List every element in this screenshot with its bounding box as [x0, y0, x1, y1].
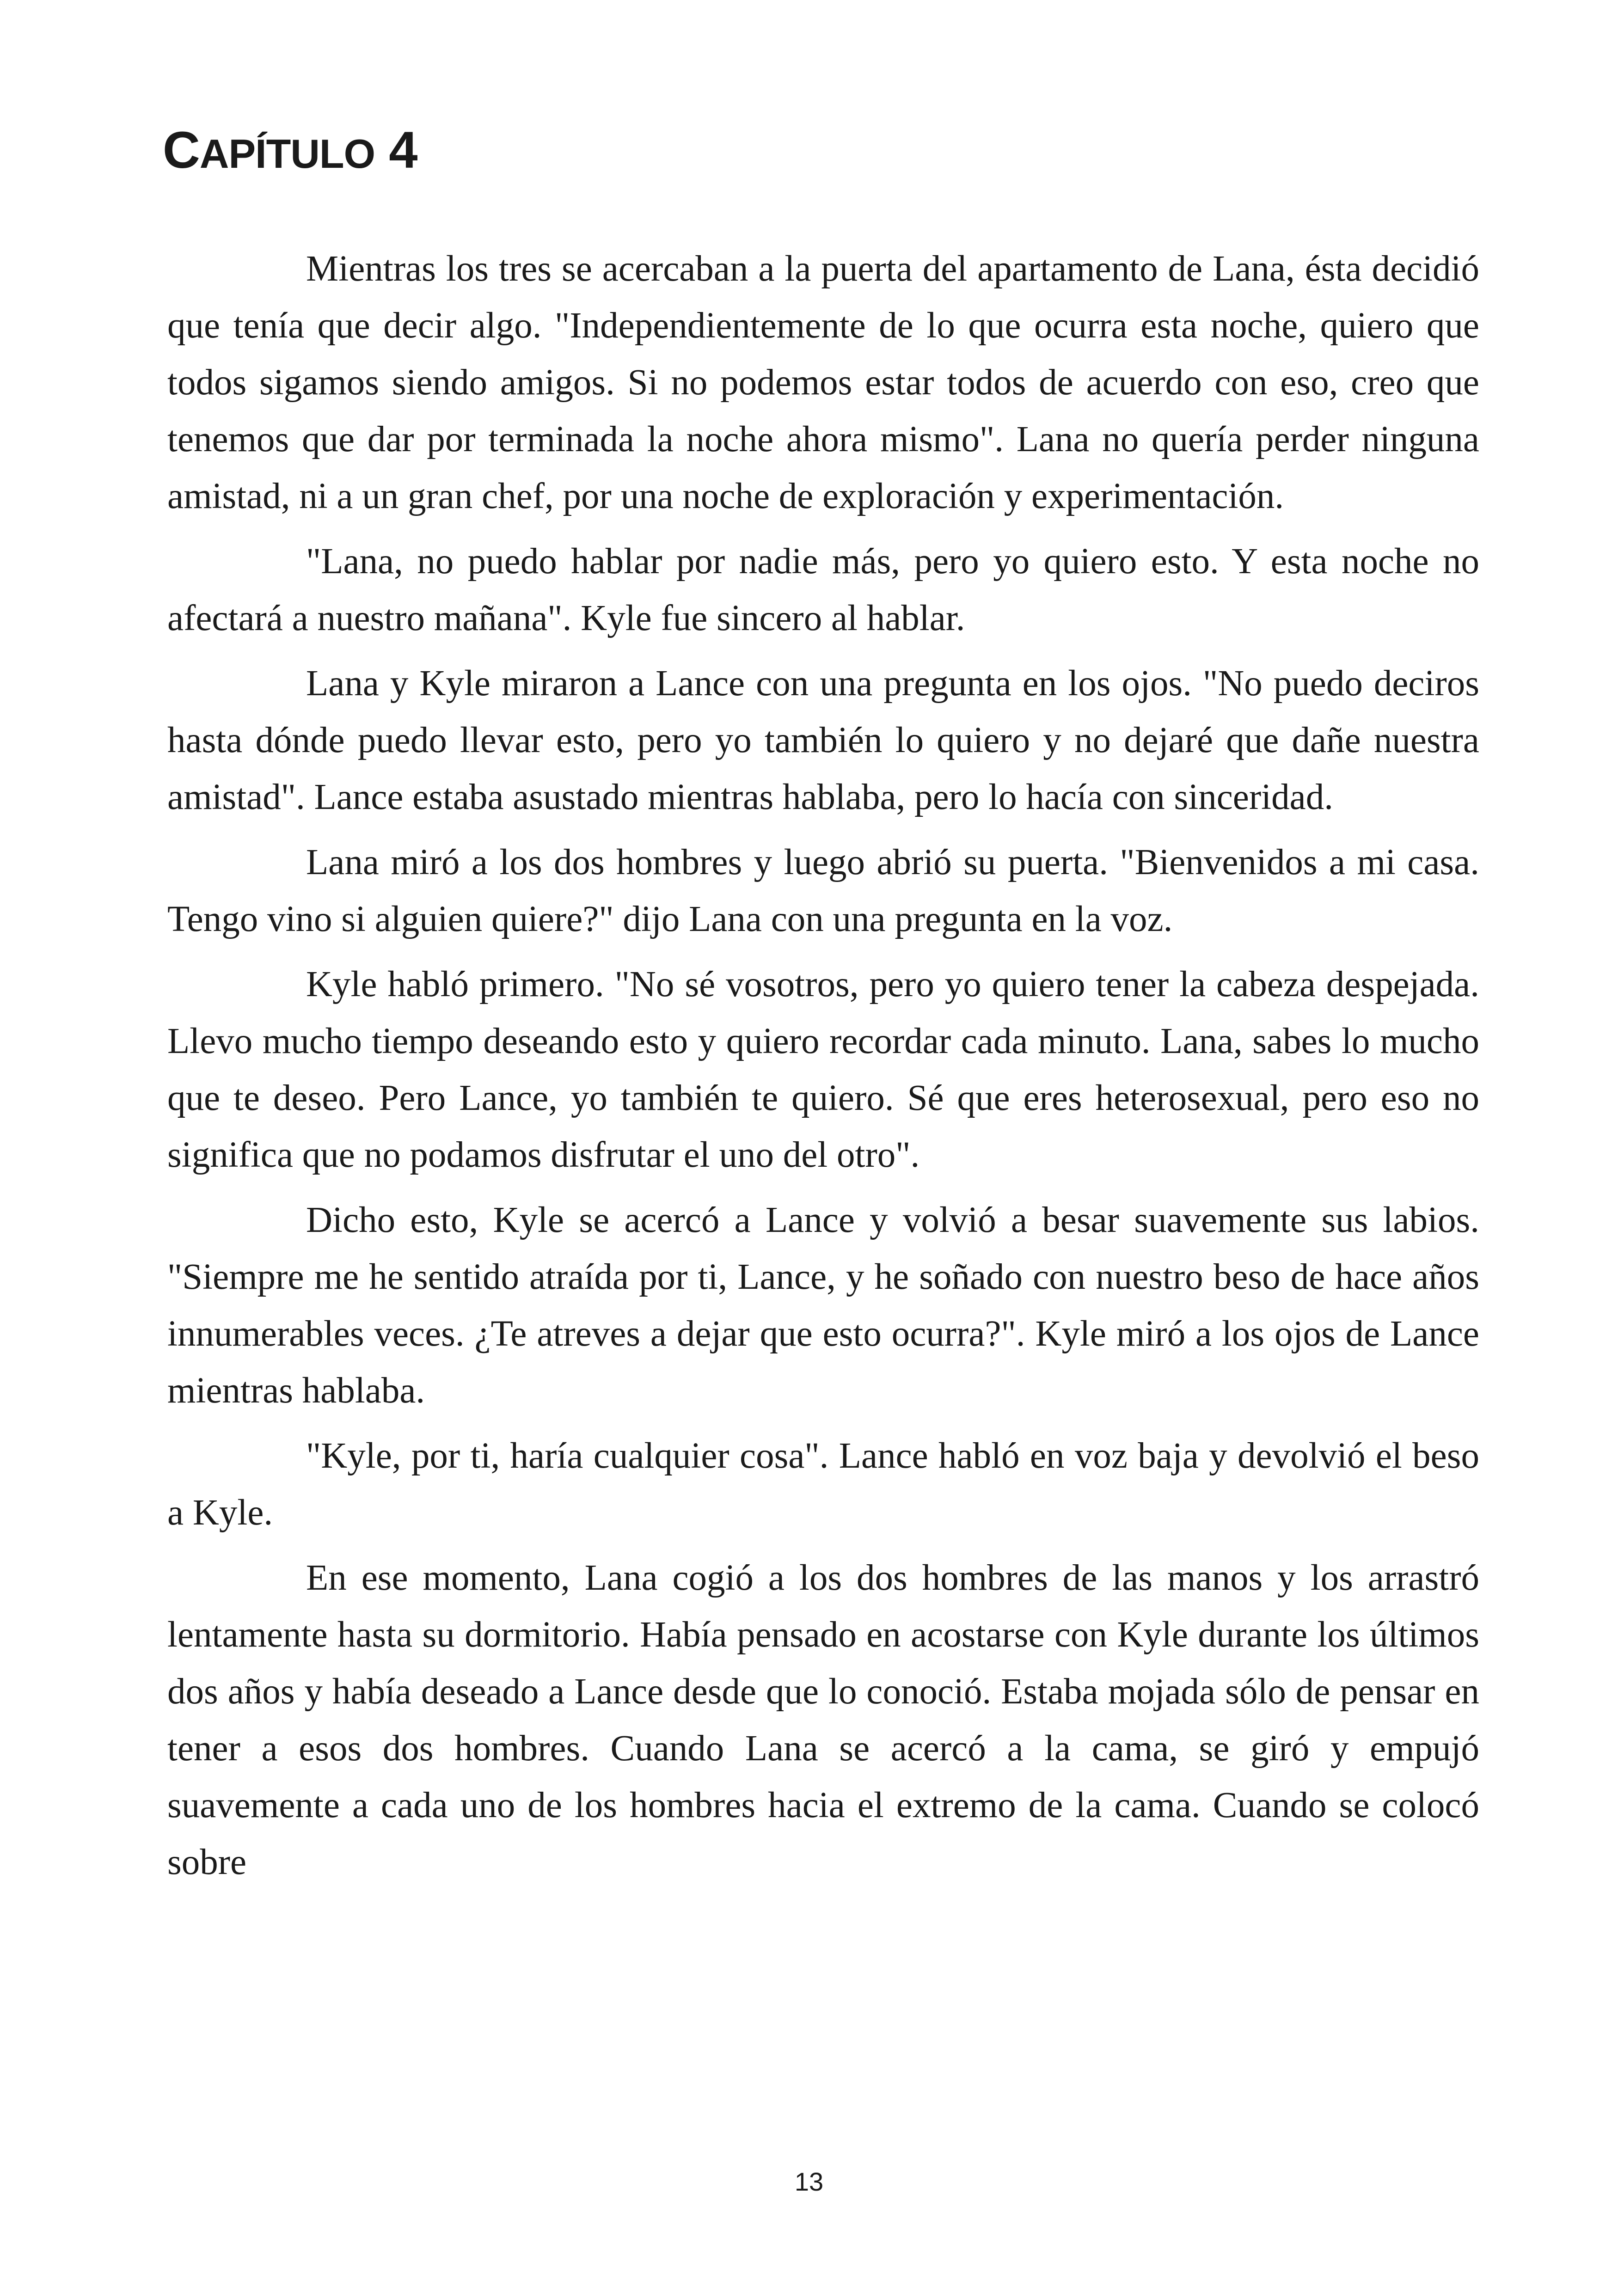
paragraph: Lana miró a los dos hombres y luego abrió su puerta. "Bienvenidos a mi casa. Tengo vino si alguien quiere?" dijo Lana con una pregunta en la voz. — [167, 842, 1479, 939]
paragraph: En ese momento, Lana cogió a los dos hombres de las manos y los arrastró lentamente hasta su dormitorio. Había pensado en acostarse con Kyle durante los últimos dos años y había deseado a Lance desde que lo conoció. Estaba mojada sólo de pensar en tener a esos dos hombres. Cuando Lana se acercó a la cama, se giró y empujó suavemente a cada uno de los hombres hacia el extremo de la cama. Cuando se colocó sobre — [167, 1558, 1479, 1882]
chapter-body — [167, 240, 1479, 1899]
chapter-title-initial: C — [163, 121, 200, 179]
chapter-title-word: APÍTULO — [199, 131, 375, 177]
paragraph: Lana y Kyle miraron a Lance con una pregunta en los ojos. "No puedo deciros hasta dónde puedo llevar esto, pero yo también lo quiero y no dejaré que dañe nuestra amistad". Lance estaba asustado mientras hablaba, pero lo hacía con sinceridad. — [167, 663, 1479, 817]
chapter-number: 4 — [389, 121, 417, 179]
paragraph: "Lana, no puedo hablar por nadie más, pero yo quiero esto. Y esta noche no afectará a nuestro mañana". Kyle fue sincero al hablar. — [167, 541, 1479, 638]
paragraph: Dicho esto, Kyle se acercó a Lance y volvió a besar suavemente sus labios. "Siempre me he sentido atraída por ti, Lance, y he soñado con nuestro beso de hace años innumerables veces. ¿Te atreves a dejar que esto ocurra?". Kyle miró a los ojos de Lance mientras hablaba. — [167, 1200, 1479, 1411]
paragraph: Mientras los tres se acercaban a la puerta del apartamento de Lana, ésta decidió que tenía que decir algo. "Independientemente de lo que ocurra esta noche, quiero que todos sigamos siendo amigos. Si no podemos estar todos de acuerdo con eso, creo que tenemos que dar por terminada la noche ahora mismo". Lana no quería perder ninguna amistad, ni a un gran chef, por una noche de exploración y experimentación. — [167, 249, 1479, 516]
page-number: 13 — [794, 2167, 824, 2196]
paragraph: Kyle habló primero. "No sé vosotros, pero yo quiero tener la cabeza despejada. Llevo mucho tiempo deseando esto y quiero recordar cada minuto. Lana, sabes lo mucho que te deseo. Pero Lance, yo también te quiero. Sé que eres heterosexual, pero eso no significa que no podamos disfrutar el uno del otro". — [167, 964, 1479, 1175]
chapter-title — [163, 118, 417, 186]
paragraph: "Kyle, por ti, haría cualquier cosa". Lance habló en voz baja y devolvió el beso a Kyle. — [167, 1436, 1479, 1533]
